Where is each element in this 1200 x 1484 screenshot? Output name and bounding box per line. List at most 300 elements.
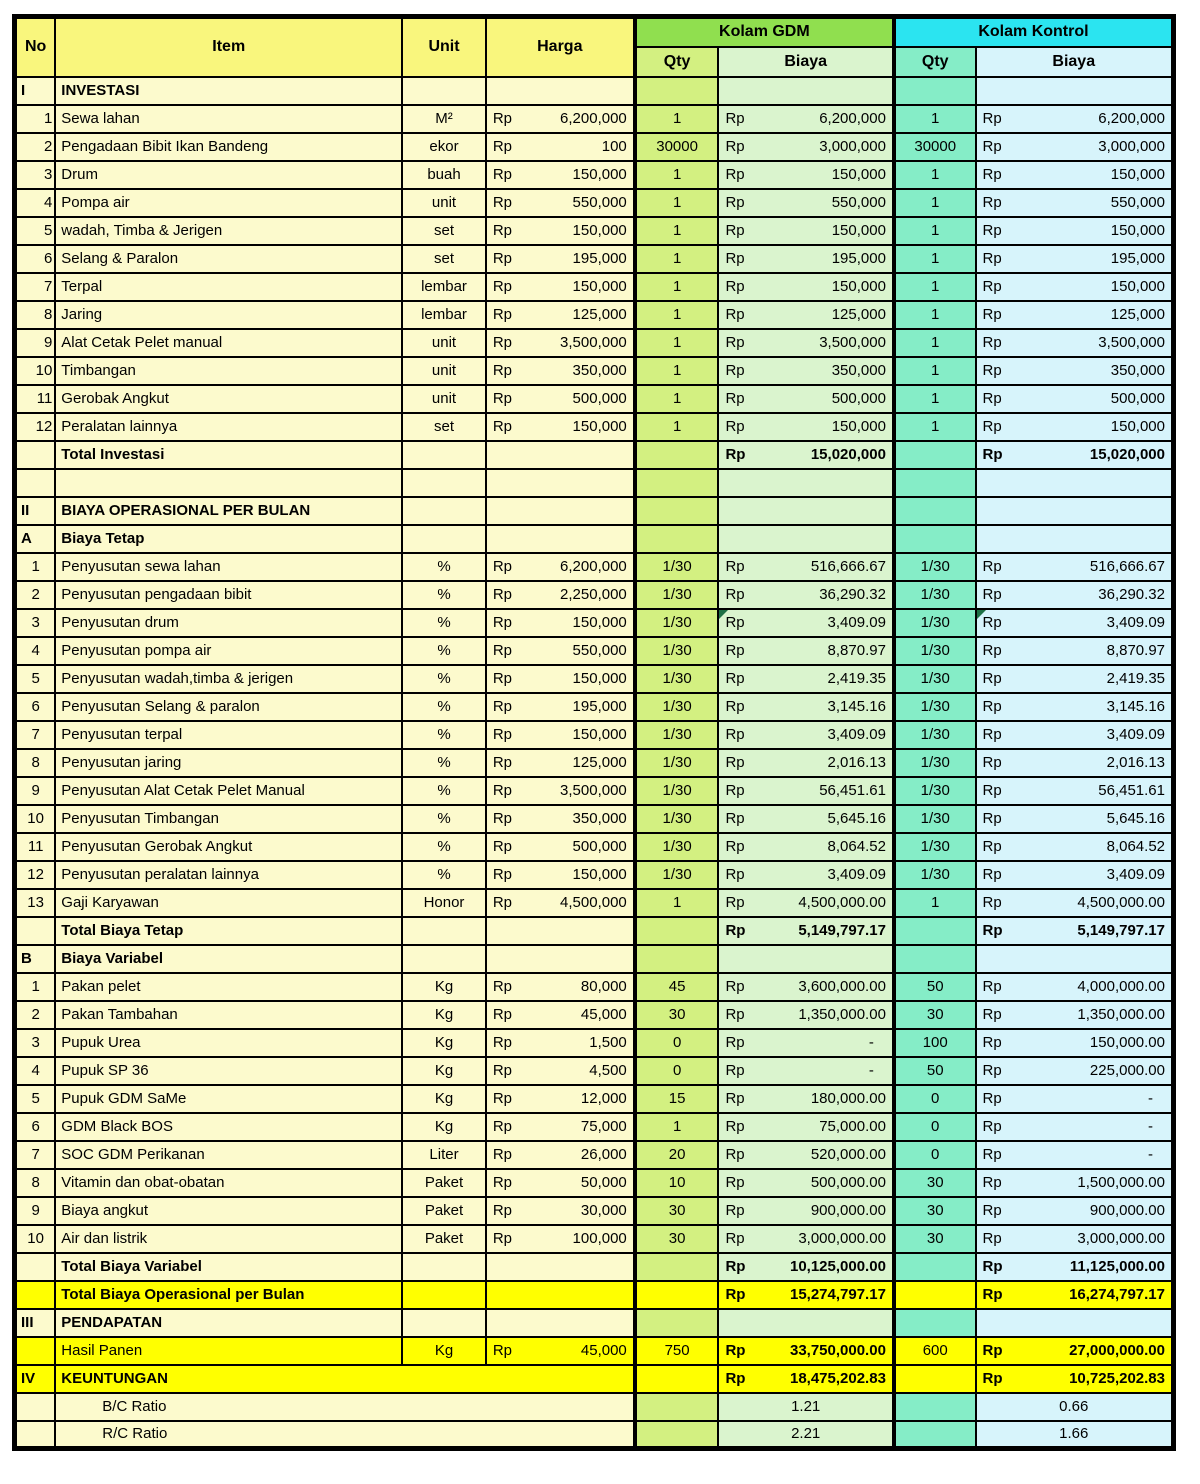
amount-value: 1,500,000.00 bbox=[1077, 1174, 1165, 1191]
cell-item: Biaya Variabel bbox=[55, 945, 402, 973]
amount-value: 3,500,000 bbox=[560, 334, 627, 351]
cell-biaya-gdm bbox=[718, 245, 893, 273]
amount-value: 900,000.00 bbox=[810, 1202, 886, 1219]
amount-value: 125,000 bbox=[572, 754, 627, 771]
table-row bbox=[15, 1029, 1174, 1057]
currency-label: Rp bbox=[982, 1230, 1002, 1247]
table-row bbox=[15, 693, 1174, 721]
cell-unit: Kg bbox=[402, 973, 486, 1001]
amount-value: 2,016.13 bbox=[1106, 754, 1165, 771]
table-row bbox=[15, 553, 1174, 581]
amount-value: 26,000 bbox=[580, 1146, 627, 1163]
cell-biaya-kontrol bbox=[976, 357, 1174, 385]
currency-label: Rp bbox=[725, 1090, 745, 1107]
cell-biaya-kontrol bbox=[976, 1197, 1174, 1225]
cell-unit: Kg bbox=[402, 1001, 486, 1029]
currency-label: Rp bbox=[492, 1146, 513, 1163]
cell-biaya-gdm bbox=[718, 1001, 893, 1029]
amount-value: 30,000 bbox=[580, 1202, 627, 1219]
cell-qty-kontrol bbox=[894, 1281, 976, 1309]
cell-item: Penyusutan wadah,timba & jerigen bbox=[55, 665, 402, 693]
amount-value: 18,475,202.83 bbox=[789, 1370, 886, 1387]
cell-item: Penyusutan jaring bbox=[55, 749, 402, 777]
cell-unit: unit bbox=[402, 357, 486, 385]
cell-qty-gdm: 1/30 bbox=[635, 665, 719, 693]
cell-biaya-gdm bbox=[718, 189, 893, 217]
cell-harga bbox=[486, 973, 635, 1001]
amount-value: 550,000 bbox=[1110, 194, 1165, 211]
currency-label: Rp bbox=[982, 334, 1002, 351]
currency-label: Rp bbox=[492, 838, 513, 855]
cell-qty-kontrol bbox=[894, 441, 976, 469]
cell-biaya-gdm bbox=[718, 1029, 893, 1057]
cell-item: Jaring bbox=[55, 301, 402, 329]
currency-label: Rp bbox=[982, 306, 1002, 323]
currency-label: Rp bbox=[725, 922, 746, 939]
amount-value: 4,500,000 bbox=[560, 894, 627, 911]
cell-qty-gdm: 750 bbox=[635, 1337, 719, 1365]
cell-biaya-gdm bbox=[718, 273, 893, 301]
cell-qty-gdm: 1 bbox=[635, 105, 719, 133]
amount-value: 516,666.67 bbox=[810, 558, 886, 575]
amount-value: 5,149,797.17 bbox=[798, 922, 886, 939]
cell-item: B/C Ratio bbox=[55, 1393, 634, 1421]
cell-biaya-gdm bbox=[718, 469, 893, 497]
amount-value: 6,200,000 bbox=[1098, 110, 1165, 127]
currency-label: Rp bbox=[725, 838, 745, 855]
amount-value: 12,000 bbox=[580, 1090, 627, 1107]
cell-no: 3 bbox=[15, 609, 56, 637]
cell-qty-kontrol: 600 bbox=[894, 1337, 976, 1365]
cell-qty-gdm: 1/30 bbox=[635, 581, 719, 609]
cell-qty-gdm: 1/30 bbox=[635, 637, 719, 665]
cell-harga bbox=[486, 945, 635, 973]
currency-label: Rp bbox=[492, 278, 513, 295]
cell-qty-kontrol: 30 bbox=[894, 1225, 976, 1253]
currency-label: Rp bbox=[725, 698, 745, 715]
cell-no: 4 bbox=[15, 1057, 56, 1085]
amount-value: 2,419.35 bbox=[1106, 670, 1165, 687]
cell-no: 6 bbox=[15, 245, 56, 273]
cell-unit: lembar bbox=[402, 273, 486, 301]
cell-unit bbox=[402, 1281, 486, 1309]
cell-biaya-gdm bbox=[718, 917, 893, 945]
currency-label: Rp bbox=[492, 810, 513, 827]
cell-biaya-kontrol bbox=[976, 637, 1174, 665]
amount-value: 56,451.61 bbox=[1098, 782, 1165, 799]
col-header-qty-gdm: Qty bbox=[635, 47, 719, 77]
cell-unit: % bbox=[402, 553, 486, 581]
cell-harga bbox=[486, 385, 635, 413]
currency-label: Rp bbox=[725, 1202, 745, 1219]
amount-value: 10,725,202.83 bbox=[1069, 1370, 1165, 1387]
amount-value: 195,000 bbox=[1110, 250, 1165, 267]
cell-qty-gdm: 1 bbox=[635, 385, 719, 413]
table-row bbox=[15, 497, 1174, 525]
cell-no bbox=[15, 1281, 56, 1309]
currency-label: Rp bbox=[492, 1090, 513, 1107]
cell-qty-gdm: 15 bbox=[635, 1085, 719, 1113]
cell-qty-kontrol: 50 bbox=[894, 973, 976, 1001]
cell-biaya-kontrol bbox=[976, 749, 1174, 777]
cell-biaya-gdm bbox=[718, 1421, 893, 1449]
currency-label: Rp bbox=[982, 390, 1002, 407]
currency-label: Rp bbox=[492, 782, 513, 799]
currency-label: Rp bbox=[492, 642, 513, 659]
cell-biaya-kontrol bbox=[976, 1309, 1174, 1337]
cell-item: PENDAPATAN bbox=[55, 1309, 402, 1337]
cell-harga bbox=[486, 105, 635, 133]
currency-label: Rp bbox=[492, 726, 513, 743]
currency-label: Rp bbox=[492, 362, 513, 379]
table-row bbox=[15, 889, 1174, 917]
amount-value: 8,064.52 bbox=[827, 838, 886, 855]
cell-qty-gdm: 0 bbox=[635, 1029, 719, 1057]
cell-harga bbox=[486, 861, 635, 889]
cell-qty-gdm bbox=[635, 525, 719, 553]
cell-no: 2 bbox=[15, 581, 56, 609]
cell-no: 7 bbox=[15, 1141, 56, 1169]
cell-harga bbox=[486, 1141, 635, 1169]
cell-harga bbox=[486, 497, 635, 525]
amount-value: 150,000 bbox=[572, 278, 627, 295]
cell-unit: % bbox=[402, 833, 486, 861]
cell-unit bbox=[402, 497, 486, 525]
cell-qty-gdm bbox=[635, 1393, 719, 1421]
cell-unit bbox=[402, 441, 486, 469]
cell-qty-kontrol: 1 bbox=[894, 413, 976, 441]
cell-biaya-kontrol bbox=[976, 581, 1174, 609]
cell-unit: Kg bbox=[402, 1113, 486, 1141]
cell-qty-kontrol bbox=[894, 1393, 976, 1421]
currency-label: Rp bbox=[725, 754, 745, 771]
cell-biaya-gdm bbox=[718, 833, 893, 861]
cell-no: 5 bbox=[15, 1085, 56, 1113]
cell-biaya-kontrol bbox=[976, 273, 1174, 301]
amount-value: 5,149,797.17 bbox=[1077, 922, 1165, 939]
cell-qty-gdm: 1 bbox=[635, 889, 719, 917]
currency-label: Rp bbox=[492, 1006, 513, 1023]
currency-label: Rp bbox=[982, 1118, 1002, 1135]
cell-qty-kontrol: 1/30 bbox=[894, 777, 976, 805]
cell-no bbox=[15, 1421, 56, 1449]
currency-label: Rp bbox=[982, 1258, 1003, 1275]
currency-label: Rp bbox=[725, 782, 745, 799]
cell-harga bbox=[486, 441, 635, 469]
table-row bbox=[15, 525, 1174, 553]
cell-harga bbox=[486, 1253, 635, 1281]
cost-comparison-table bbox=[12, 14, 1176, 1451]
cell-item: Penyusutan peralatan lainnya bbox=[55, 861, 402, 889]
cell-qty-gdm: 30 bbox=[635, 1001, 719, 1029]
cell-biaya-kontrol bbox=[976, 497, 1174, 525]
cell-no: 7 bbox=[15, 721, 56, 749]
currency-label: Rp bbox=[725, 446, 746, 463]
cell-qty-kontrol bbox=[894, 77, 976, 105]
cell-biaya-kontrol bbox=[976, 133, 1174, 161]
amount-value: 11,125,000.00 bbox=[1069, 1258, 1165, 1275]
col-header-unit: Unit bbox=[402, 17, 486, 77]
amount-value: 75,000 bbox=[580, 1118, 627, 1135]
cell-qty-kontrol bbox=[894, 1309, 976, 1337]
cell-biaya-gdm bbox=[718, 581, 893, 609]
cell-qty-kontrol: 50 bbox=[894, 1057, 976, 1085]
currency-label: Rp bbox=[725, 1342, 746, 1359]
amount-value: 3,500,000 bbox=[819, 334, 886, 351]
cell-biaya-kontrol bbox=[976, 861, 1174, 889]
table-row bbox=[15, 161, 1174, 189]
amount-value: 2,419.35 bbox=[827, 670, 886, 687]
cell-qty-kontrol: 1/30 bbox=[894, 805, 976, 833]
table-row bbox=[15, 217, 1174, 245]
table-row bbox=[15, 301, 1174, 329]
cell-item: Timbangan bbox=[55, 357, 402, 385]
cell-no: 6 bbox=[15, 1113, 56, 1141]
cell-no: 10 bbox=[15, 805, 56, 833]
ratio-value: 1.21 bbox=[791, 1398, 821, 1415]
cell-no: 3 bbox=[15, 1029, 56, 1057]
cell-no: 4 bbox=[15, 637, 56, 665]
cell-harga bbox=[486, 329, 635, 357]
ratio-value: 2.21 bbox=[791, 1425, 821, 1443]
currency-label: Rp bbox=[982, 782, 1002, 799]
cell-harga bbox=[486, 777, 635, 805]
cell-unit: Kg bbox=[402, 1057, 486, 1085]
cell-biaya-gdm bbox=[718, 525, 893, 553]
amount-value: 150,000 bbox=[1110, 418, 1165, 435]
cell-qty-kontrol: 30 bbox=[894, 1001, 976, 1029]
currency-label: Rp bbox=[725, 1286, 746, 1303]
table-row bbox=[15, 1141, 1174, 1169]
cell-qty-gdm: 1/30 bbox=[635, 721, 719, 749]
cell-item: Hasil Panen bbox=[55, 1337, 402, 1365]
cell-unit: Kg bbox=[402, 1085, 486, 1113]
currency-label: Rp bbox=[725, 866, 745, 883]
amount-value: 45,000 bbox=[580, 1342, 627, 1359]
cell-harga bbox=[486, 581, 635, 609]
cell-no: 10 bbox=[15, 357, 56, 385]
cell-qty-gdm: 1/30 bbox=[635, 805, 719, 833]
cell-no: B bbox=[15, 945, 56, 973]
cell-qty-kontrol: 1 bbox=[894, 329, 976, 357]
amount-value: 500,000 bbox=[1110, 390, 1165, 407]
cell-qty-gdm: 1 bbox=[635, 357, 719, 385]
amount-value: 550,000 bbox=[572, 642, 627, 659]
cell-no: 5 bbox=[15, 665, 56, 693]
cell-qty-kontrol: 0 bbox=[894, 1141, 976, 1169]
table-row bbox=[15, 609, 1174, 637]
cell-qty-gdm bbox=[635, 441, 719, 469]
cell-item: Penyusutan Timbangan bbox=[55, 805, 402, 833]
cell-biaya-kontrol bbox=[976, 945, 1174, 973]
cell-harga bbox=[486, 749, 635, 777]
cell-no: 5 bbox=[15, 217, 56, 245]
currency-label: Rp bbox=[982, 586, 1002, 603]
cell-item: GDM Black BOS bbox=[55, 1113, 402, 1141]
cell-no: 9 bbox=[15, 1197, 56, 1225]
cell-qty-kontrol: 1 bbox=[894, 301, 976, 329]
amount-value: 6,200,000 bbox=[819, 110, 886, 127]
cell-harga bbox=[486, 609, 635, 637]
currency-label: Rp bbox=[982, 1286, 1003, 1303]
cell-qty-kontrol bbox=[894, 1421, 976, 1449]
cell-no: A bbox=[15, 525, 56, 553]
cell-biaya-gdm bbox=[718, 1057, 893, 1085]
cell-harga bbox=[486, 833, 635, 861]
cell-qty-kontrol bbox=[894, 917, 976, 945]
cell-biaya-kontrol bbox=[976, 1281, 1174, 1309]
currency-label: Rp bbox=[725, 726, 745, 743]
cell-harga bbox=[486, 637, 635, 665]
currency-label: Rp bbox=[982, 726, 1002, 743]
col-header-biaya-kontrol: Biaya bbox=[976, 47, 1174, 77]
cell-harga bbox=[486, 1337, 635, 1365]
cell-unit: lembar bbox=[402, 301, 486, 329]
currency-label: Rp bbox=[492, 866, 513, 883]
currency-label: Rp bbox=[725, 138, 745, 155]
cell-biaya-gdm bbox=[718, 1197, 893, 1225]
currency-label: Rp bbox=[492, 670, 513, 687]
table-row bbox=[15, 1309, 1174, 1337]
cell-unit: % bbox=[402, 637, 486, 665]
currency-label: Rp bbox=[982, 1370, 1003, 1387]
cell-no: IV bbox=[15, 1365, 56, 1393]
cell-qty-gdm bbox=[635, 945, 719, 973]
cell-qty-kontrol: 1 bbox=[894, 217, 976, 245]
currency-label: Rp bbox=[492, 586, 513, 603]
amount-value: 15,020,000 bbox=[1089, 446, 1165, 463]
cell-qty-kontrol: 1/30 bbox=[894, 861, 976, 889]
cell-biaya-kontrol bbox=[976, 1113, 1174, 1141]
currency-label: Rp bbox=[492, 1174, 513, 1191]
cell-qty-gdm: 1/30 bbox=[635, 833, 719, 861]
cell-biaya-kontrol bbox=[976, 805, 1174, 833]
currency-label: Rp bbox=[725, 222, 745, 239]
cell-unit: % bbox=[402, 693, 486, 721]
amount-value: 3,409.09 bbox=[1106, 614, 1165, 631]
currency-label: Rp bbox=[492, 1062, 513, 1079]
cell-biaya-kontrol bbox=[976, 665, 1174, 693]
table-row bbox=[15, 1337, 1174, 1365]
cell-qty-gdm: 1/30 bbox=[635, 861, 719, 889]
cell-qty-gdm bbox=[635, 1253, 719, 1281]
cell-qty-kontrol: 0 bbox=[894, 1113, 976, 1141]
cell-qty-kontrol: 100 bbox=[894, 1029, 976, 1057]
cell-harga bbox=[486, 665, 635, 693]
cell-harga bbox=[486, 721, 635, 749]
cell-harga bbox=[486, 525, 635, 553]
currency-label: Rp bbox=[982, 1202, 1002, 1219]
currency-label: Rp bbox=[725, 670, 745, 687]
cell-item: Total Biaya Variabel bbox=[55, 1253, 402, 1281]
cell-no: 11 bbox=[15, 385, 56, 413]
group-header-kolam-gdm: Kolam GDM bbox=[635, 17, 894, 47]
cell-biaya-kontrol bbox=[976, 889, 1174, 917]
header-row-groups bbox=[15, 17, 1174, 47]
table-row bbox=[15, 805, 1174, 833]
cell-biaya-gdm bbox=[718, 1337, 893, 1365]
amount-value: 8,870.97 bbox=[827, 642, 886, 659]
cell-item: Penyusutan pompa air bbox=[55, 637, 402, 665]
amount-value: 350,000 bbox=[1110, 362, 1165, 379]
cell-item: Gaji Karyawan bbox=[55, 889, 402, 917]
cell-no bbox=[15, 1393, 56, 1421]
currency-label: Rp bbox=[725, 1034, 745, 1051]
cell-qty-kontrol: 0 bbox=[894, 1085, 976, 1113]
currency-label: Rp bbox=[492, 1118, 513, 1135]
cell-item: Gerobak Angkut bbox=[55, 385, 402, 413]
cell-harga bbox=[486, 245, 635, 273]
amount-value: 350,000 bbox=[831, 362, 886, 379]
amount-value: 150,000 bbox=[831, 278, 886, 295]
col-header-item: Item bbox=[55, 17, 402, 77]
currency-label: Rp bbox=[492, 698, 513, 715]
cell-harga bbox=[486, 1001, 635, 1029]
currency-label: Rp bbox=[492, 1230, 513, 1247]
currency-label: Rp bbox=[492, 334, 513, 351]
cell-no: III bbox=[15, 1309, 56, 1337]
cell-biaya-kontrol bbox=[976, 189, 1174, 217]
currency-label: Rp bbox=[492, 110, 513, 127]
cell-no: 12 bbox=[15, 413, 56, 441]
cell-qty-kontrol: 1 bbox=[894, 189, 976, 217]
amount-value: 6,200,000 bbox=[560, 558, 627, 575]
table-row bbox=[15, 1057, 1174, 1085]
amount-value: 27,000,000.00 bbox=[1069, 1342, 1165, 1359]
amount-value: 500,000.00 bbox=[810, 1174, 886, 1191]
amount-value: 1,350,000.00 bbox=[798, 1006, 886, 1023]
amount-value: 8,064.52 bbox=[1106, 838, 1165, 855]
cell-harga bbox=[486, 1169, 635, 1197]
cell-qty-gdm: 45 bbox=[635, 973, 719, 1001]
cell-item: Total Biaya Operasional per Bulan bbox=[55, 1281, 402, 1309]
amount-value: 150,000 bbox=[572, 670, 627, 687]
cell-item: Alat Cetak Pelet manual bbox=[55, 329, 402, 357]
cell-no: 6 bbox=[15, 693, 56, 721]
cell-biaya-gdm bbox=[718, 1365, 893, 1393]
cell-biaya-gdm bbox=[718, 693, 893, 721]
cell-qty-gdm bbox=[635, 1281, 719, 1309]
currency-label: Rp bbox=[492, 754, 513, 771]
currency-label: Rp bbox=[725, 1258, 746, 1275]
cell-qty-gdm: 1/30 bbox=[635, 609, 719, 637]
cell-qty-gdm: 1 bbox=[635, 245, 719, 273]
amount-value: 125,000 bbox=[831, 306, 886, 323]
cell-item: Biaya angkut bbox=[55, 1197, 402, 1225]
cell-no: 11 bbox=[15, 833, 56, 861]
cell-unit: % bbox=[402, 581, 486, 609]
currency-label: Rp bbox=[492, 166, 513, 183]
table-row bbox=[15, 945, 1174, 973]
currency-label: Rp bbox=[492, 418, 513, 435]
cell-item: Selang & Paralon bbox=[55, 245, 402, 273]
cell-harga bbox=[486, 413, 635, 441]
group-header-kolam-kontrol: Kolam Kontrol bbox=[894, 17, 1174, 47]
amount-value: 100,000 bbox=[572, 1230, 627, 1247]
cell-biaya-kontrol bbox=[976, 469, 1174, 497]
cell-harga bbox=[486, 917, 635, 945]
amount-value: - bbox=[1148, 1118, 1153, 1135]
cell-item: Pakan Tambahan bbox=[55, 1001, 402, 1029]
amount-value: 3,409.09 bbox=[827, 726, 886, 743]
col-header-harga: Harga bbox=[486, 17, 635, 77]
cell-qty-kontrol bbox=[894, 945, 976, 973]
cell-biaya-gdm bbox=[718, 1113, 893, 1141]
currency-label: Rp bbox=[725, 894, 745, 911]
table-row bbox=[15, 833, 1174, 861]
cell-no: 4 bbox=[15, 189, 56, 217]
cell-biaya-gdm bbox=[718, 385, 893, 413]
